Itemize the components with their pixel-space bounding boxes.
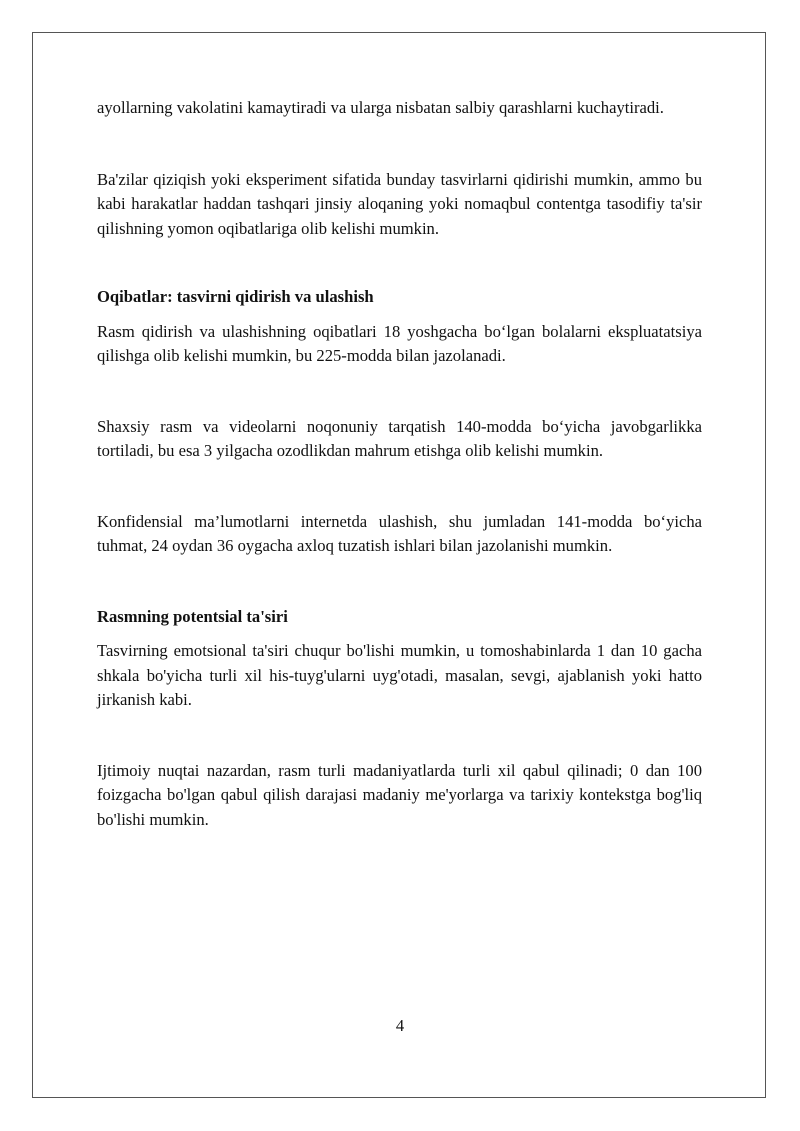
paragraph: ayollarning vakolatini kamaytiradi va ularga nisbatan salbiy qarashlarni kuchaytiradi. [97, 98, 664, 117]
paragraph: Tasvirning emotsional ta'siri chuqur bo'lishi mumkin, u tomoshabinlarda 1 dan 10 gacha shkala bo'yicha turli xil his-tuyg'ularni uyg'otadi, masalan, sevgi, ajablanish yoki hatto jirkanish kabi. [97, 641, 702, 709]
paragraph: Ba'zilar qiziqish yoki eksperiment sifatida bunday tasvirlarni qidirishi mumkin, ammo bu kabi harakatlar haddan tashqari jinsiy aloqaning yoki nomaqbul contentga tasodifiy ta'sir qilishning yomon oqibatlariga olib kelishi mumkin. [97, 169, 702, 238]
paragraph: Rasm qidirish va ulashishning oqibatlari 18 yoshgacha bo‘lgan bolalarni ekspluatatsiya qilishga olib kelishi mumkin, bu 225-modda bilan jazolanadi. [97, 321, 702, 365]
section-heading: Oqibatlar: tasvirni qidirish va ulashish [97, 287, 374, 306]
document-body [97, 96, 702, 832]
section-heading: Rasmning potentsial ta'siri [97, 606, 288, 626]
paragraph: Ijtimoiy nuqtai nazardan, rasm turli madaniyatlarda turli xil qabul qilinadi; 0 dan 100 foizgacha bo'lgan qabul qilish darajasi madaniy me'yorlarga va tarixiy kontekstga bog'liq bo'lishi mumkin. [97, 760, 702, 829]
page-number: 4 [395, 1016, 405, 1035]
paragraph: Konfidensial ma’lumotlarni internetda ulashish, shu jumladan 141-modda bo‘yicha tuhmat, 24 oydan 36 oygacha axloq tuzatish ishlari bilan jazolanishi mumkin. [97, 511, 702, 555]
paragraph: Shaxsiy rasm va videolarni noqonuniy tarqatish 140-modda bo‘yicha javobgarlikka tortiladi, bu esa 3 yilgacha ozodlikdan mahrum etishga olib kelishi mumkin. [97, 416, 702, 460]
